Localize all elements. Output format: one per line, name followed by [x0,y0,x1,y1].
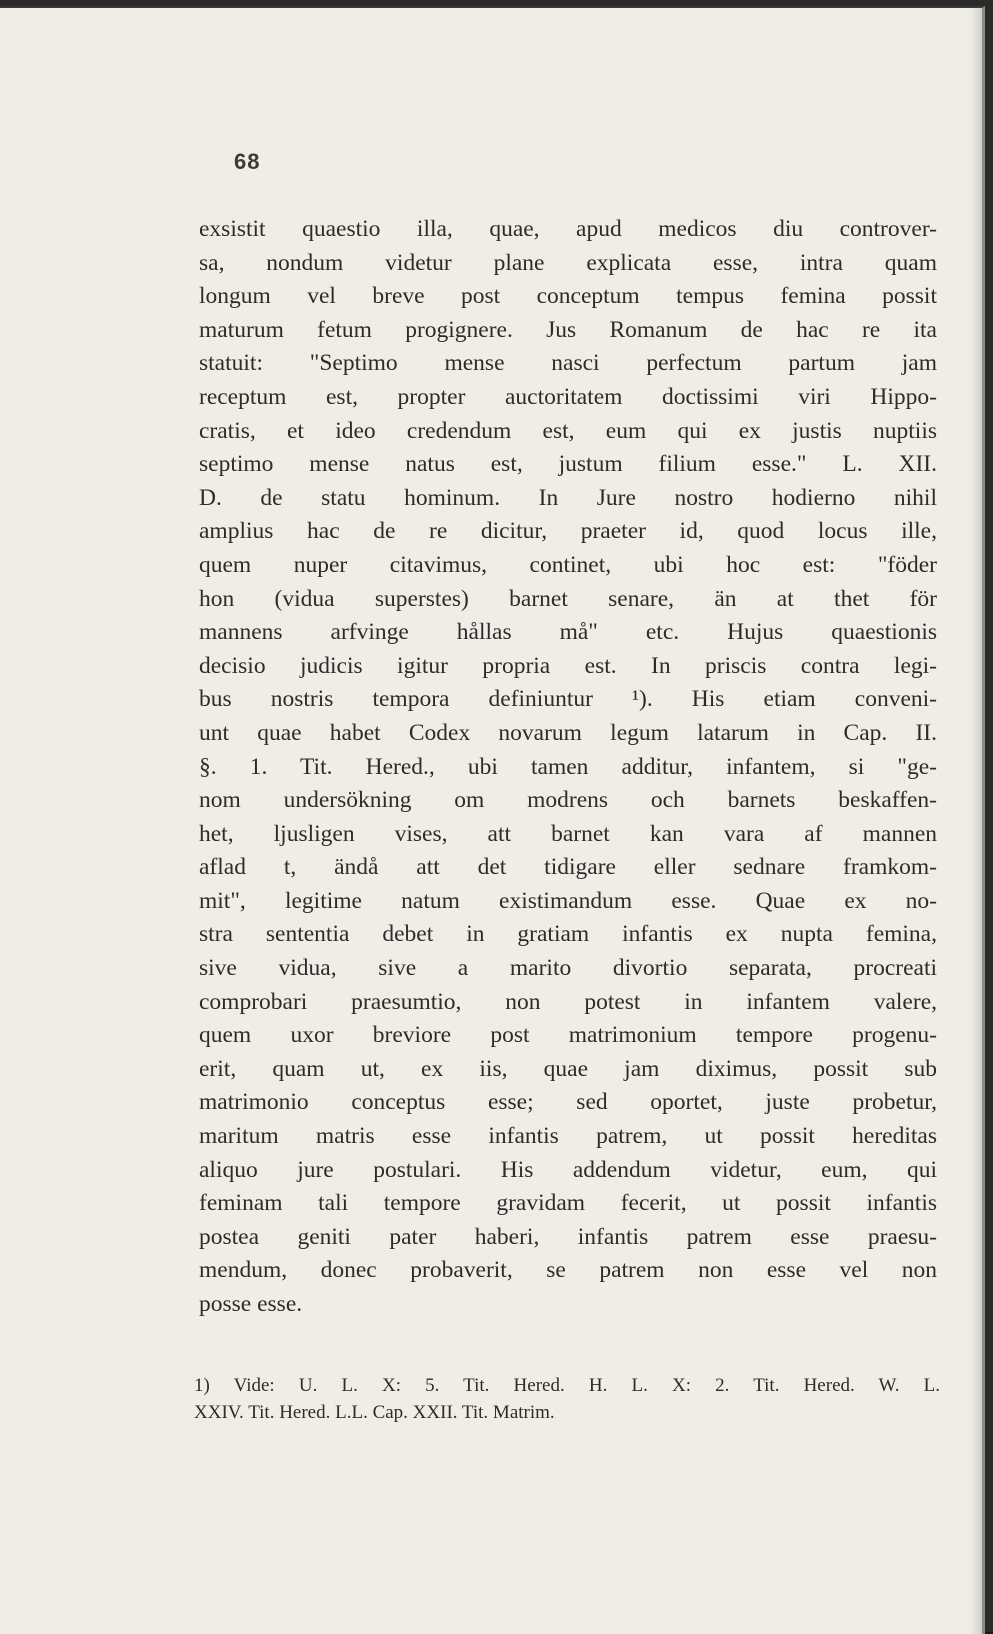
text-line: erit, quam ut, ex iis, quae jam diximus, possit sub [199,1055,937,1082]
text-line: postea geniti pater haberi, infantis patrem esse praesu- [199,1223,937,1250]
footnote [194,1372,940,1426]
footnote-line: 1) Vide: U. L. X: 5. Tit. Hered. H. L. X: 2. Tit. Hered. W. L. [194,1375,940,1396]
text-line: aflad t, ändå att det tidigare eller sednare framkom- [199,854,937,881]
text-line: posse esse. [199,1291,303,1317]
text-line: stra sententia debet in gratiam infantis ex nupta femina, [199,921,937,948]
text-line: maritum matris esse infantis patrem, ut possit hereditas [199,1123,937,1150]
text-line: aliquo jure postulari. His addendum videtur, eum, qui [199,1156,937,1183]
text-line: D. de statu hominum. In Jure nostro hodierno nihil [199,484,937,511]
text-line: amplius hac de re dicitur, praeter id, quod locus ille, [199,518,937,545]
text-line: §. 1. Tit. Hered., ubi tamen additur, infantem, si "ge- [199,753,937,780]
text-line: exsistit quaestio illa, quae, apud medicos diu controver- [199,216,937,242]
text-line: het, ljusligen vises, att barnet kan vara af mannen [199,820,937,847]
book-page [0,6,985,1634]
text-line: quem uxor breviore post matrimonium tempore progenu- [199,1022,937,1049]
page-number: 68 [234,149,261,174]
text-line: septimo mense natus est, justum filium esse." L. XII. [199,451,937,478]
text-line: receptum est, propter auctoritatem doctissimi viri Hippo- [199,383,937,410]
text-line: mannens arfvinge hållas må" etc. Hujus quaestionis [199,619,937,646]
text-line: longum vel breve post conceptum tempus femina possit [199,283,937,310]
text-line: cratis, et ideo credendum est, eum qui ex justis nuptiis [199,417,937,444]
text-line: sa, nondum videtur plane explicata esse, intra quam [199,249,937,276]
text-line: maturum fetum progignere. Jus Romanum de hac re ita [199,316,937,343]
text-line: sive vidua, sive a marito divortio separata, procreati [199,955,937,982]
text-line: mit", legitime natum existimandum esse. Quae ex no- [199,887,937,914]
text-line: matrimonio conceptus esse; sed oportet, juste probetur, [199,1089,937,1116]
text-line: comprobari praesumtio, non potest in infantem valere, [199,988,937,1015]
text-line: feminam tali tempore gravidam fecerit, ut possit infantis [199,1190,937,1217]
body-text [199,213,937,1322]
text-line: bus nostris tempora definiuntur ¹). His etiam conveni- [199,686,937,713]
text-line: mendum, donec probaverit, se patrem non esse vel non [199,1257,937,1284]
text-line: statuit: "Septimo mense nasci perfectum partum jam [199,350,937,377]
text-line: hon (vidua superstes) barnet senare, än at thet för [199,585,937,612]
text-line: unt quae habet Codex novarum legum latarum in Cap. II. [199,719,937,746]
text-line: quem nuper citavimus, continet, ubi hoc est: "föder [199,551,937,578]
footnote-line: XXIV. Tit. Hered. L.L. Cap. XXII. Tit. Matrim. [194,1402,555,1423]
text-line: decisio judicis igitur propria est. In priscis contra legi- [199,652,937,679]
text-line: nom undersökning om modrens och barnets beskaffen- [199,787,937,814]
page-edge-shadow [970,8,982,1634]
